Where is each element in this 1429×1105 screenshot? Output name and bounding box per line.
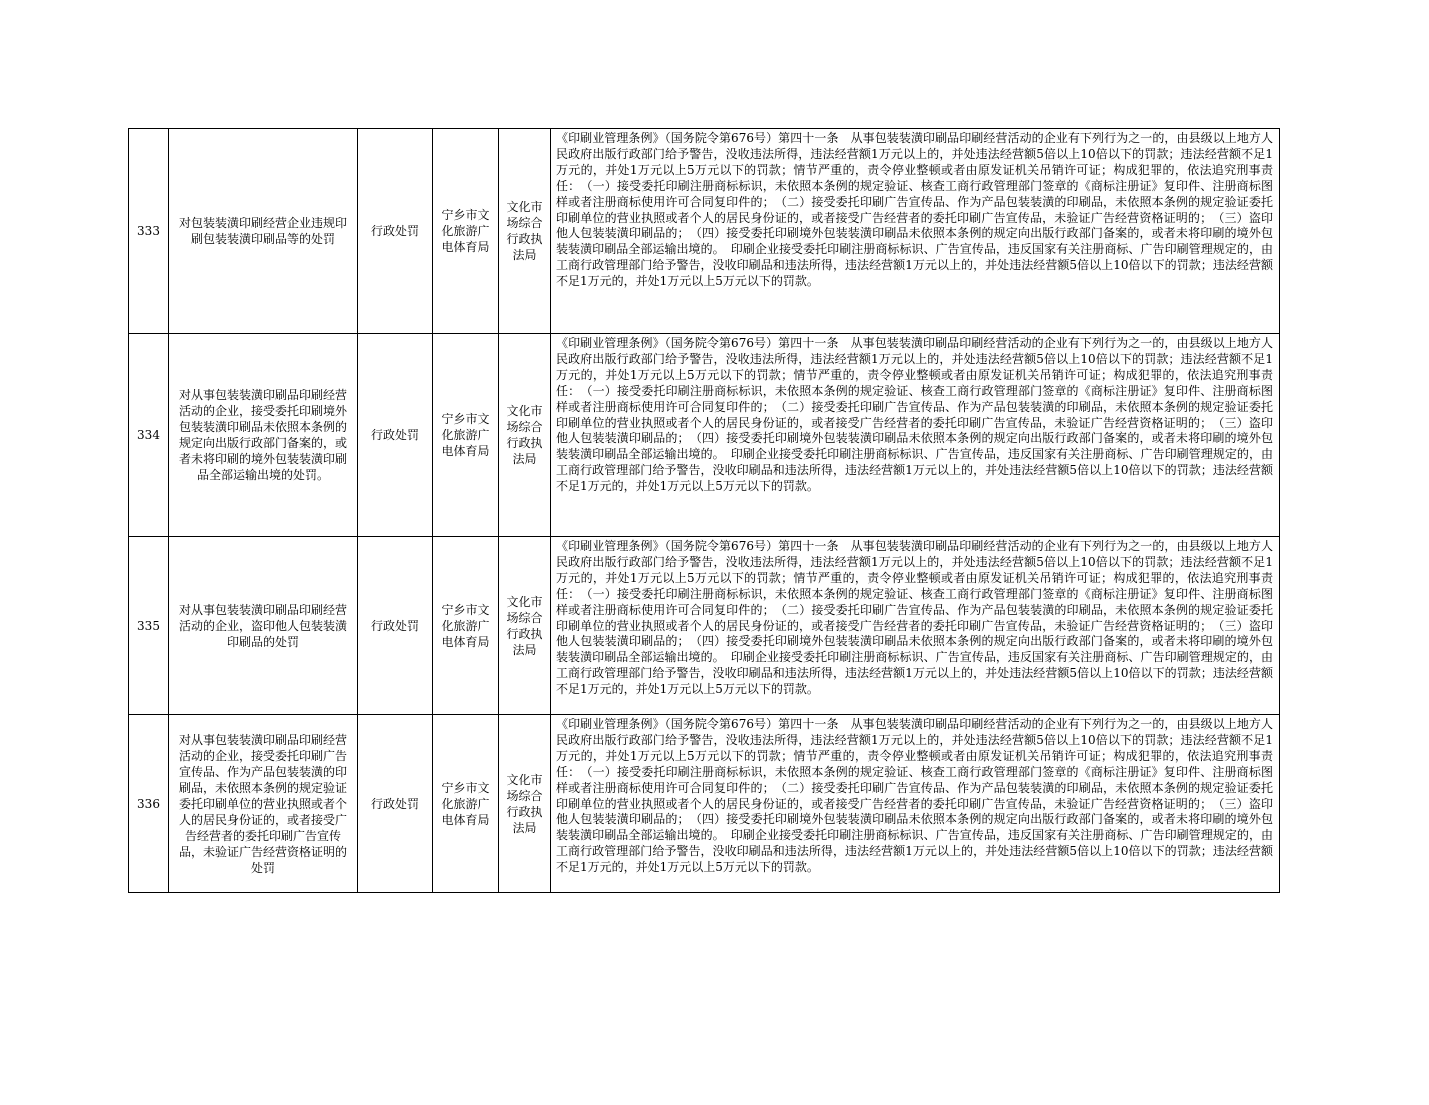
item-name: 对从事包装装潢印刷品印刷经营活动的企业，接受委托印刷境外包装装潢印刷品未依照本条例的规定向出版行政部门备案的，或者未将印刷的境外包装装潢印刷品全部运输出境的处罚。: [169, 334, 358, 537]
department: 宁乡市文化旅游广电体育局: [433, 715, 499, 893]
table-row: [129, 129, 1280, 334]
enforcement-unit: 文化市场综合行政执法局: [499, 715, 551, 893]
penalty-table: [128, 128, 1280, 893]
power-type: 行政处罚: [358, 537, 433, 715]
enforcement-unit: 文化市场综合行政执法局: [499, 537, 551, 715]
legal-basis: 《印刷业管理条例》（国务院令第676号）第四十一条 从事包装装潢印刷品印刷经营活动的企业有下列行为之一的，由县级以上地方人民政府出版行政部门给予警告，没收违法所得，违法经营额1万元以上的，并处违法经营额5倍以上10倍以下的罚款；违法经营额不足1万元的，并处1万元以上5万元以下的罚款；情节严重的，责令停业整顿或者由原发证机关吊销许可证；构成犯罪的，依法追究刑事责任： （一）接受委托印刷注册商标标识，未依照本条例的规定验证、核查工商行政管理部门签章的《商标注册证》复印件、注册商标图样或者注册商标使用许可合同复印件的； （二）接受委托印刷广告宣传品、作为产品包装装潢的印刷品，未依照本条例的规定验证委托印刷单位的营业执照或者个人的居民身份证的，或者接受广告经营者的委托印刷广告宣传品，未验证广告经营资格证明的； （三）盗印他人包装装潢印刷品的； （四）接受委托印刷境外包装装潢印刷品未依照本条例的规定向出版行政部门备案的，或者未将印刷的境外包装装潢印刷品全部运输出境的。 印刷企业接受委托印刷注册商标标识、广告宣传品，违反国家有关注册商标、广告印刷管理规定的，由工商行政管理部门给予警告，没收印刷品和违法所得，违法经营额1万元以上的，并处违法经营额5倍以上10倍以下的罚款；违法经营额不足1万元的，并处1万元以上5万元以下的罚款。: [556, 336, 1273, 494]
table-row: [129, 715, 1280, 893]
legal-basis: 《印刷业管理条例》（国务院令第676号）第四十一条 从事包装装潢印刷品印刷经营活动的企业有下列行为之一的，由县级以上地方人民政府出版行政部门给予警告，没收违法所得，违法经营额1万元以上的，并处违法经营额5倍以上10倍以下的罚款；违法经营额不足1万元的，并处1万元以上5万元以下的罚款；情节严重的，责令停业整顿或者由原发证机关吊销许可证；构成犯罪的，依法追究刑事责任： （一）接受委托印刷注册商标标识，未依照本条例的规定验证、核查工商行政管理部门签章的《商标注册证》复印件、注册商标图样或者注册商标使用许可合同复印件的； （二）接受委托印刷广告宣传品、作为产品包装装潢的印刷品，未依照本条例的规定验证委托印刷单位的营业执照或者个人的居民身份证的，或者接受广告经营者的委托印刷广告宣传品，未验证广告经营资格证明的； （三）盗印他人包装装潢印刷品的； （四）接受委托印刷境外包装装潢印刷品未依照本条例的规定向出版行政部门备案的，或者未将印刷的境外包装装潢印刷品全部运输出境的。 印刷企业接受委托印刷注册商标标识、广告宣传品，违反国家有关注册商标、广告印刷管理规定的，由工商行政管理部门给予警告，没收印刷品和违法所得，违法经营额1万元以上的，并处违法经营额5倍以上10倍以下的罚款；违法经营额不足1万元的，并处1万元以上5万元以下的罚款。: [556, 539, 1273, 697]
row-number: 336: [129, 715, 169, 893]
power-type: 行政处罚: [358, 334, 433, 537]
legal-basis-cell: [551, 715, 1280, 893]
power-type: 行政处罚: [358, 715, 433, 893]
table-row: [129, 334, 1280, 537]
legal-basis-cell: [551, 537, 1280, 715]
legal-basis: 《印刷业管理条例》（国务院令第676号）第四十一条 从事包装装潢印刷品印刷经营活动的企业有下列行为之一的，由县级以上地方人民政府出版行政部门给予警告，没收违法所得，违法经营额1万元以上的，并处违法经营额5倍以上10倍以下的罚款；违法经营额不足1万元的，并处1万元以上5万元以下的罚款；情节严重的，责令停业整顿或者由原发证机关吊销许可证；构成犯罪的，依法追究刑事责任： （一）接受委托印刷注册商标标识，未依照本条例的规定验证、核查工商行政管理部门签章的《商标注册证》复印件、注册商标图样或者注册商标使用许可合同复印件的； （二）接受委托印刷广告宣传品、作为产品包装装潢的印刷品，未依照本条例的规定验证委托印刷单位的营业执照或者个人的居民身份证的，或者接受广告经营者的委托印刷广告宣传品，未验证广告经营资格证明的； （三）盗印他人包装装潢印刷品的； （四）接受委托印刷境外包装装潢印刷品未依照本条例的规定向出版行政部门备案的，或者未将印刷的境外包装装潢印刷品全部运输出境的。 印刷企业接受委托印刷注册商标标识、广告宣传品，违反国家有关注册商标、广告印刷管理规定的，由工商行政管理部门给予警告，没收印刷品和违法所得，违法经营额1万元以上的，并处违法经营额5倍以上10倍以下的罚款；违法经营额不足1万元的，并处1万元以上5万元以下的罚款。: [556, 717, 1273, 875]
department: 宁乡市文化旅游广电体育局: [433, 334, 499, 537]
row-number: 334: [129, 334, 169, 537]
row-number: 335: [129, 537, 169, 715]
power-type: 行政处罚: [358, 129, 433, 334]
item-name: 对从事包装装潢印刷品印刷经营活动的企业，盗印他人包装装潢印刷品的处罚: [169, 537, 358, 715]
table-row: [129, 537, 1280, 715]
enforcement-unit: 文化市场综合行政执法局: [499, 129, 551, 334]
item-name: 对从事包装装潢印刷品印刷经营活动的企业，接受委托印刷广告宣传品、作为产品包装装潢的印刷品，未依照本条例的规定验证委托印刷单位的营业执照或者个人的居民身份证的，或者接受广告经营者的委托印刷广告宣传品，未验证广告经营资格证明的处罚: [169, 715, 358, 893]
legal-basis: 《印刷业管理条例》（国务院令第676号）第四十一条 从事包装装潢印刷品印刷经营活动的企业有下列行为之一的，由县级以上地方人民政府出版行政部门给予警告，没收违法所得，违法经营额1万元以上的，并处违法经营额5倍以上10倍以下的罚款；违法经营额不足1万元的，并处1万元以上5万元以下的罚款；情节严重的，责令停业整顿或者由原发证机关吊销许可证；构成犯罪的，依法追究刑事责任： （一）接受委托印刷注册商标标识，未依照本条例的规定验证、核查工商行政管理部门签章的《商标注册证》复印件、注册商标图样或者注册商标使用许可合同复印件的； （二）接受委托印刷广告宣传品、作为产品包装装潢的印刷品，未依照本条例的规定验证委托印刷单位的营业执照或者个人的居民身份证的，或者接受广告经营者的委托印刷广告宣传品，未验证广告经营资格证明的； （三）盗印他人包装装潢印刷品的； （四）接受委托印刷境外包装装潢印刷品未依照本条例的规定向出版行政部门备案的，或者未将印刷的境外包装装潢印刷品全部运输出境的。 印刷企业接受委托印刷注册商标标识、广告宣传品，违反国家有关注册商标、广告印刷管理规定的，由工商行政管理部门给予警告，没收印刷品和违法所得，违法经营额1万元以上的，并处违法经营额5倍以上10倍以下的罚款；违法经营额不足1万元的，并处1万元以上5万元以下的罚款。: [556, 131, 1273, 289]
department: 宁乡市文化旅游广电体育局: [433, 129, 499, 334]
department: 宁乡市文化旅游广电体育局: [433, 537, 499, 715]
legal-basis-cell: [551, 334, 1280, 537]
item-name: 对包装装潢印刷经营企业违规印刷包装装潢印刷品等的处罚: [169, 129, 358, 334]
legal-basis-cell: [551, 129, 1280, 334]
row-number: 333: [129, 129, 169, 334]
enforcement-unit: 文化市场综合行政执法局: [499, 334, 551, 537]
